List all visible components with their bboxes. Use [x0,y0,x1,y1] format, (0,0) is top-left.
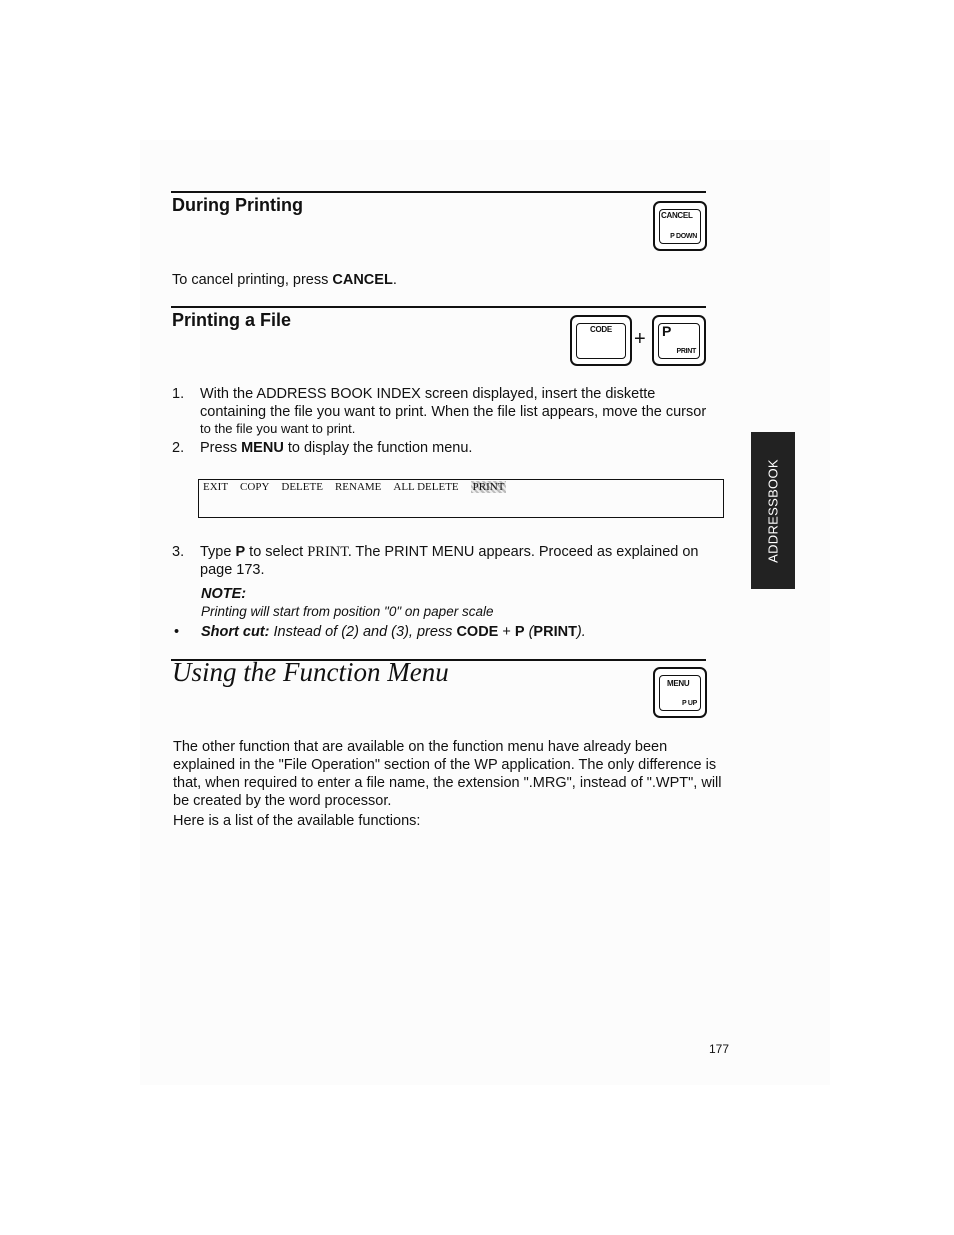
key-label: P UP [681,700,697,707]
step-number: 1. [172,386,185,402]
menu-item-exit: EXIT [203,481,229,493]
step-number: 2. [172,440,185,456]
section-rule [171,306,706,308]
heading-printing-a-file: Printing a File [172,310,292,330]
shortcut-text: Short cut: Instead of (2) and (3), press CODE + P (PRINT). [201,624,586,640]
cancel-key-icon [653,201,707,251]
step-2-text: Press MENU to display the function menu. [200,440,473,456]
key-label: P [662,323,672,339]
step-1-text: With the ADDRESS BOOK INDEX screen displayed, insert the diskette containing the file you want to print. When the file list appears, move the cursor to the file you want to print. [200,386,707,436]
page-number: 177 [709,1042,730,1056]
key-label: CANCEL [661,211,693,220]
heading-during-printing: During Printing [172,195,303,215]
key-label: P DOWN [670,233,697,240]
print-key-icon [652,315,706,366]
side-tab-label: ADDRESSBOOK [765,458,781,563]
menu-key-icon [653,667,707,718]
function-menu-box [198,479,724,518]
heading-using-function-menu: Using the Function Menu [172,657,449,687]
function-menu-paragraph: The other function that are available on the function menu have already been explained in the "File Operation" section of the WP application. The only difference is that, when required to enter a file name, the extension ".MRG", instead of ".WPT", will be created by the word processor. Here is a list of the available functions: [173,739,722,829]
section-rule [171,191,706,193]
key-label: CODE [590,325,612,334]
addressbook-side-tab [751,432,795,589]
step-number: 3. [172,544,185,560]
step-3-text: Type P to select PRINT. The PRINT MENU appears. Proceed as explained on page 173. [200,544,699,578]
menu-item-copy: COPY [240,481,270,493]
menu-item-print-highlighted: PRINT [472,481,505,493]
menu-item-all-delete: ALL DELETE [393,481,459,493]
note-label: NOTE: [201,586,247,602]
cancel-instruction: To cancel printing, press CANCEL. [172,272,397,288]
bullet: • [174,624,180,640]
menu-item-rename: RENAME [334,481,382,493]
menu-item-delete: DELETE [281,481,323,493]
plus-sign: + [634,328,646,350]
key-label: PRINT [676,348,696,355]
note-text: Printing will start from position "0" on paper scale [201,604,494,619]
key-label: MENU [667,679,690,688]
code-key-icon [570,315,632,366]
